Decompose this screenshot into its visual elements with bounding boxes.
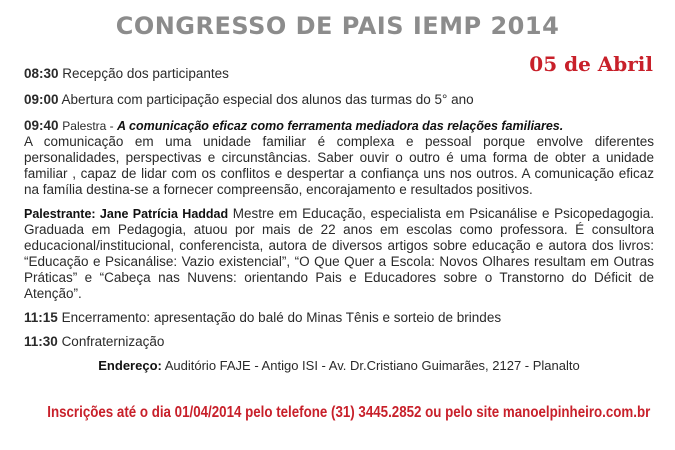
- schedule-time: 09:40: [24, 118, 59, 133]
- speaker-block: [24, 206, 654, 302]
- address-label: Endereço:: [98, 358, 162, 373]
- registration-info: Inscrições até o dia 01/04/2014 pelo telefone (31) 3445.2852 ou pelo site manoelpinheiro.com.br: [47, 404, 651, 421]
- schedule-time: 09:00: [24, 92, 59, 107]
- schedule-text: Abertura com participação especial dos alunos das turmas do 5° ano: [61, 92, 474, 107]
- schedule-time: 11:15: [24, 310, 58, 325]
- schedule-item-opening: [24, 92, 654, 108]
- address-text: Auditório FAJE - Antigo ISI - Av. Dr.Cristiano Guimarães, 2127 - Planalto: [161, 358, 580, 373]
- schedule-time: 08:30: [24, 66, 59, 81]
- schedule-text: Recepção dos participantes: [62, 66, 229, 81]
- schedule-item-talk: [24, 118, 654, 134]
- talk-title: A comunicação eficaz como ferramenta mediadora das relações familiares.: [116, 119, 564, 133]
- address: [24, 358, 654, 374]
- talk-label: Palestra -: [62, 119, 117, 133]
- schedule-item-closing: [24, 310, 654, 326]
- speaker-label: Palestrante: Jane Patrícia Haddad: [24, 207, 229, 221]
- talk-description: A comunicação em uma unidade familiar é complexa e pessoal porque envolve diferentes personalidades, perspectivas e circunstâncias. Saber ouvir o outro é uma forma de obter a unidade familiar , capaz de lidar com os conflitos e despertar a confiança uns nos outros. A comunicação eficaz na família destina-se a fornecer compreensão, encorajamento e resultados positivos.: [24, 134, 654, 197]
- event-date: 05 de Abril: [529, 52, 653, 76]
- schedule: [24, 66, 654, 374]
- page-title: CONGRESSO DE PAIS IEMP 2014: [115, 12, 560, 40]
- schedule-item-reception: [24, 66, 654, 82]
- schedule-item-celebration: [24, 334, 654, 350]
- schedule-time: 11:30: [24, 334, 58, 349]
- schedule-text: Encerramento: apresentação do balé do Minas Tênis e sorteio de brindes: [61, 310, 502, 325]
- schedule-text: Confraternização: [61, 334, 165, 349]
- speaker-bio: Mestre em Educação, especialista em Psicanálise e Psicopedagogia. Graduada em Pedagogia, atuou por mais de 22 anos em escolas como professora. É consultora educacional/institucional, conferencista, autora de diversos artigos sobre educação e autora dos livros: “Educação e Psicanálise: Vazio existencial”, “O Que Quer a Escola: Novos Olhares resultam em Outras Práticas” e “Cabeça nas Nuvens: orientando Pais e Educadores sobre o Transtorno do Déficit de Atenção”.: [24, 206, 654, 301]
